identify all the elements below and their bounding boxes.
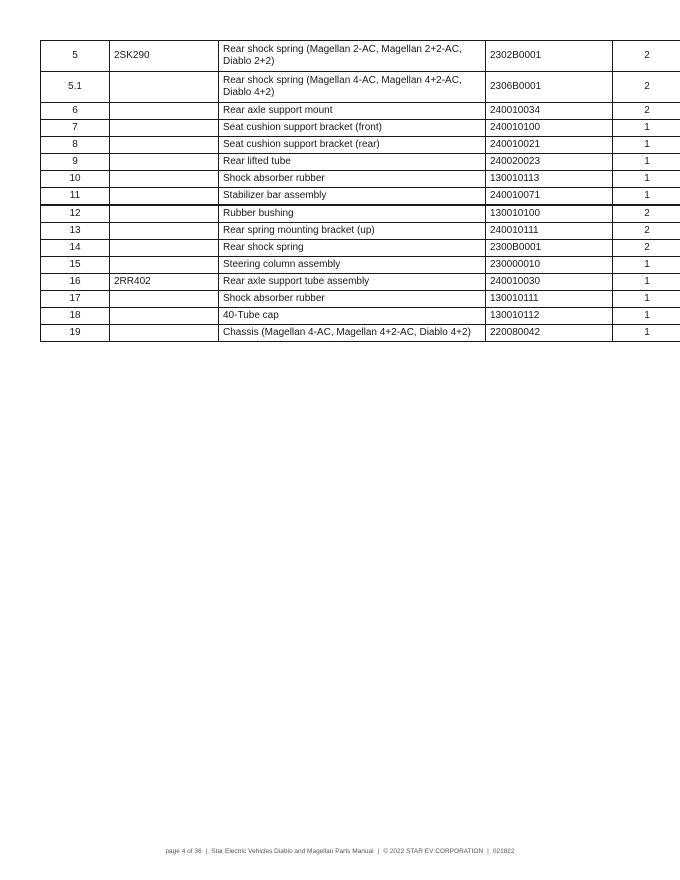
item-number-cell: 9 xyxy=(41,154,110,171)
item-number-cell: 5 xyxy=(41,41,110,72)
description-cell: Shock absorber rubber xyxy=(219,291,486,308)
quantity-cell: 1 xyxy=(613,291,680,308)
description-cell: Seat cushion support bracket (rear) xyxy=(219,137,486,154)
model-code-cell xyxy=(110,257,219,274)
quantity-cell: 1 xyxy=(613,325,680,342)
item-number-cell: 11 xyxy=(41,188,110,206)
part-number-cell: 220080042 xyxy=(486,325,613,342)
part-number-cell: 240010030 xyxy=(486,274,613,291)
model-code-cell xyxy=(110,120,219,137)
part-number-cell: 240010111 xyxy=(486,223,613,240)
quantity-cell: 2 xyxy=(613,223,680,240)
description-cell: Rubber bushing xyxy=(219,205,486,223)
table-row xyxy=(41,325,680,342)
item-number-cell: 14 xyxy=(41,240,110,257)
item-number-cell: 15 xyxy=(41,257,110,274)
part-number-cell: 2300B0001 xyxy=(486,240,613,257)
description-cell: Rear shock spring (Magellan 4-AC, Magellan 4+2-AC, Diablo 4+2) xyxy=(219,72,486,103)
quantity-cell: 2 xyxy=(613,72,680,103)
part-number-cell: 240010021 xyxy=(486,137,613,154)
part-number-cell: 240010100 xyxy=(486,120,613,137)
table-row xyxy=(41,291,680,308)
model-code-cell xyxy=(110,171,219,188)
quantity-cell: 2 xyxy=(613,103,680,120)
part-number-cell: 240020023 xyxy=(486,154,613,171)
footer-copyright: © 2022 STAR EV CORPORATION xyxy=(383,848,484,855)
table-row xyxy=(41,120,680,137)
item-number-cell: 16 xyxy=(41,274,110,291)
page-footer xyxy=(0,848,680,855)
item-number-cell: 18 xyxy=(41,308,110,325)
table-row xyxy=(41,103,680,120)
quantity-cell: 1 xyxy=(613,171,680,188)
table-row xyxy=(41,188,680,206)
description-cell: Rear spring mounting bracket (up) xyxy=(219,223,486,240)
item-number-cell: 5.1 xyxy=(41,72,110,103)
description-cell: Shock absorber rubber xyxy=(219,171,486,188)
model-code-cell: 2RR402 xyxy=(110,274,219,291)
part-number-cell: 130010112 xyxy=(486,308,613,325)
footer-separator: | xyxy=(487,848,489,855)
part-number-cell: 130010100 xyxy=(486,205,613,223)
quantity-cell: 2 xyxy=(613,240,680,257)
description-cell: Rear axle support mount xyxy=(219,103,486,120)
description-cell: Seat cushion support bracket (front) xyxy=(219,120,486,137)
part-number-cell: 230000010 xyxy=(486,257,613,274)
description-cell: Steering column assembly xyxy=(219,257,486,274)
footer-page-number: page 4 of 36 xyxy=(165,848,202,855)
table-row xyxy=(41,308,680,325)
table-row xyxy=(41,257,680,274)
table-row xyxy=(41,240,680,257)
quantity-cell: 1 xyxy=(613,120,680,137)
table-row xyxy=(41,171,680,188)
quantity-cell: 1 xyxy=(613,308,680,325)
part-number-cell: 130010111 xyxy=(486,291,613,308)
description-cell: Stabilizer bar assembly xyxy=(219,188,486,206)
footer-manual-title: Star Electric Vehicles Diablo and Magellan Parts Manual xyxy=(211,848,374,855)
model-code-cell xyxy=(110,103,219,120)
model-code-cell xyxy=(110,240,219,257)
model-code-cell xyxy=(110,308,219,325)
description-cell: Rear shock spring xyxy=(219,240,486,257)
footer-separator: | xyxy=(205,848,208,855)
part-number-cell: 240010071 xyxy=(486,188,613,206)
quantity-cell: 1 xyxy=(613,188,680,206)
model-code-cell xyxy=(110,205,219,223)
parts-table xyxy=(40,40,680,342)
quantity-cell: 1 xyxy=(613,154,680,171)
item-number-cell: 10 xyxy=(41,171,110,188)
table-row xyxy=(41,274,680,291)
model-code-cell xyxy=(110,72,219,103)
model-code-cell xyxy=(110,325,219,342)
model-code-cell xyxy=(110,188,219,206)
description-cell: Chassis (Magellan 4-AC, Magellan 4+2-AC, Diablo 4+2) xyxy=(219,325,486,342)
part-number-cell: 130010113 xyxy=(486,171,613,188)
footer-separator: | xyxy=(377,848,380,855)
quantity-cell: 1 xyxy=(613,257,680,274)
item-number-cell: 17 xyxy=(41,291,110,308)
table-row xyxy=(41,137,680,154)
part-number-cell: 240010034 xyxy=(486,103,613,120)
table-row xyxy=(41,223,680,240)
item-number-cell: 7 xyxy=(41,120,110,137)
description-cell: Rear lifted tube xyxy=(219,154,486,171)
description-cell: 40-Tube cap xyxy=(219,308,486,325)
part-number-cell: 2302B0001 xyxy=(486,41,613,72)
description-cell: Rear axle support tube assembly xyxy=(219,274,486,291)
model-code-cell: 2SK290 xyxy=(110,41,219,72)
model-code-cell xyxy=(110,291,219,308)
item-number-cell: 12 xyxy=(41,205,110,223)
table-row xyxy=(41,72,680,103)
item-number-cell: 13 xyxy=(41,223,110,240)
part-number-cell: 2306B0001 xyxy=(486,72,613,103)
quantity-cell: 2 xyxy=(613,205,680,223)
table-row xyxy=(41,41,680,72)
table-row xyxy=(41,154,680,171)
description-cell: Rear shock spring (Magellan 2-AC, Magellan 2+2-AC, Diablo 2+2) xyxy=(219,41,486,72)
quantity-cell: 1 xyxy=(613,137,680,154)
model-code-cell xyxy=(110,137,219,154)
model-code-cell xyxy=(110,154,219,171)
item-number-cell: 19 xyxy=(41,325,110,342)
item-number-cell: 6 xyxy=(41,103,110,120)
item-number-cell: 8 xyxy=(41,137,110,154)
parts-table-body xyxy=(41,41,680,342)
model-code-cell xyxy=(110,223,219,240)
quantity-cell: 2 xyxy=(613,41,680,72)
quantity-cell: 1 xyxy=(613,274,680,291)
table-row xyxy=(41,205,680,223)
footer-document-code: 021822 xyxy=(492,848,515,855)
